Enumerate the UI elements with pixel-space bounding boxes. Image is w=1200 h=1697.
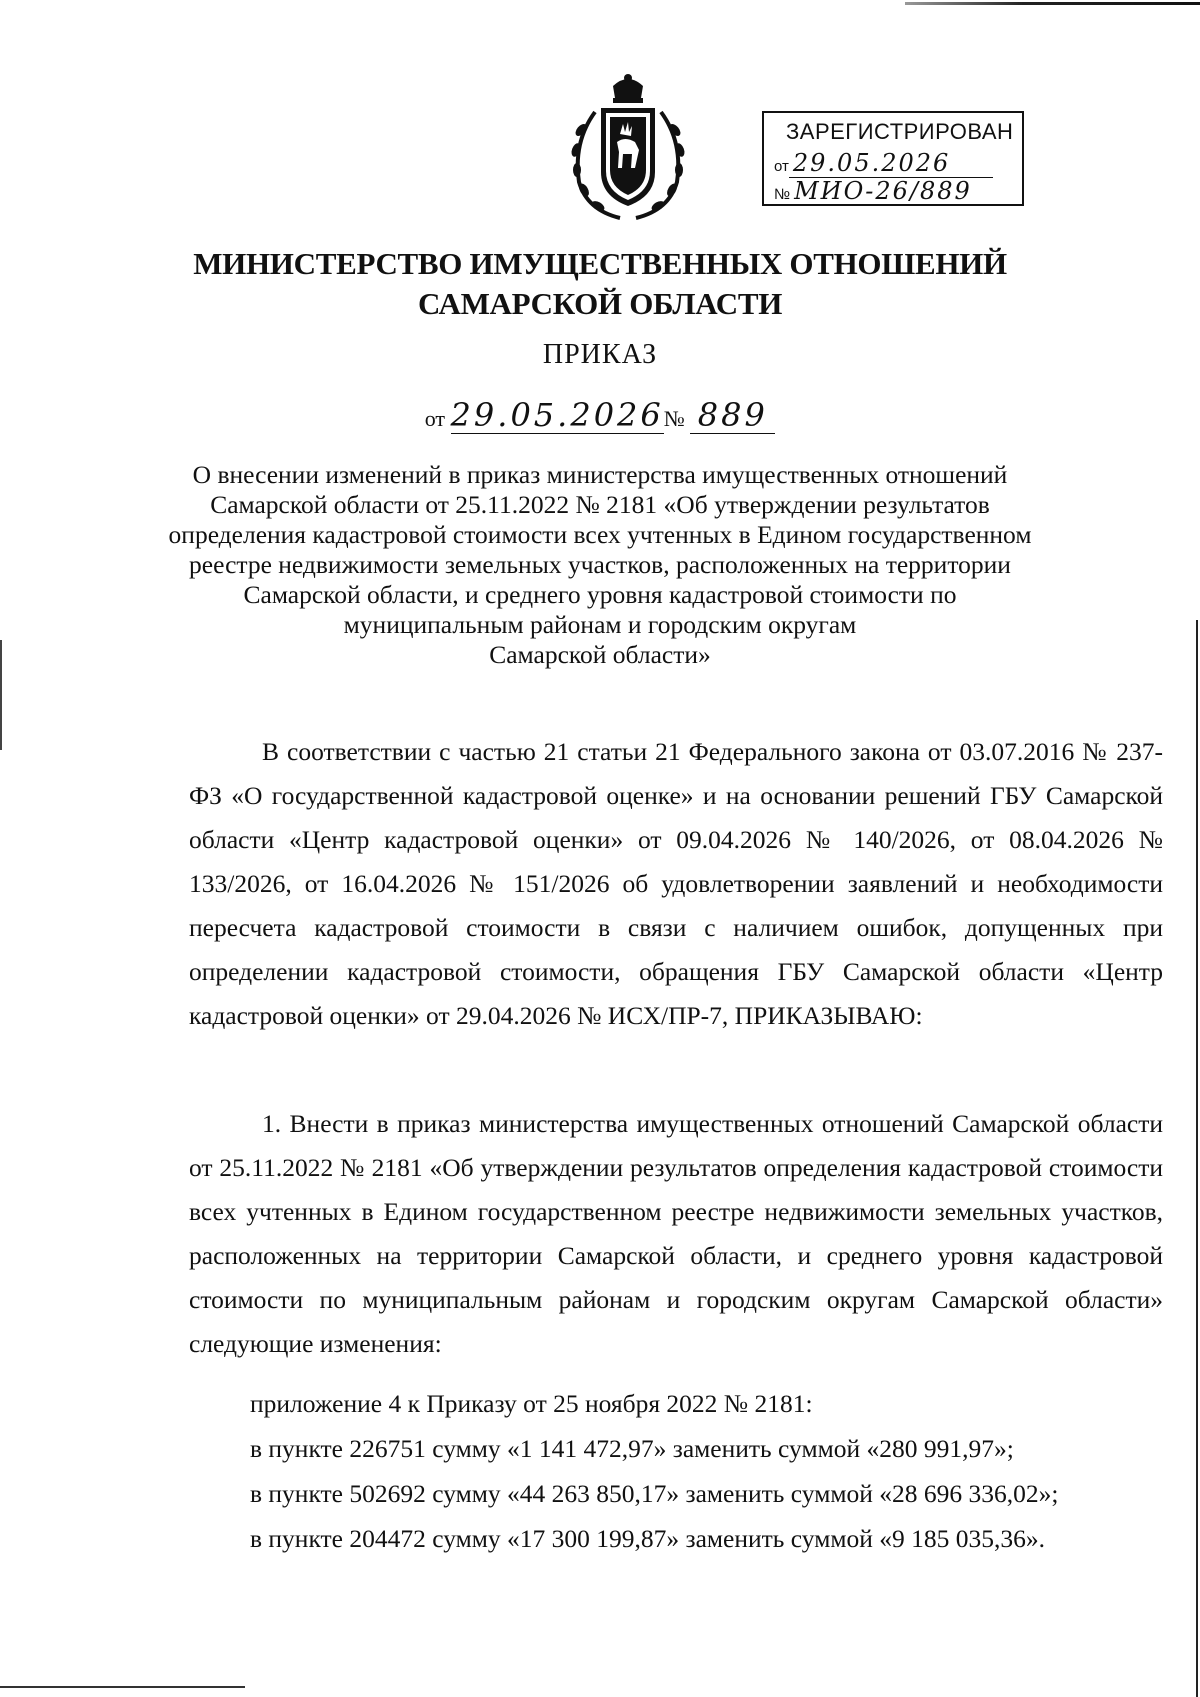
stamp-number-row: [774, 177, 994, 206]
order-number-handwritten: 889: [690, 397, 775, 434]
subject-line: Самарской области от 25.11.2022 № 2181 «Об утверждении результатов: [210, 490, 990, 519]
amendment-line: в пункте 502692 сумму «44 263 850,17» заменить суммой «28 696 336,02»;: [250, 1479, 1059, 1508]
subject-line: муниципальным районам и городским округам: [343, 610, 857, 639]
stamp-date-prefix: от: [774, 158, 789, 175]
amendment-line: в пункте 226751 сумму «1 141 472,97» заменить суммой «280 991,97»;: [250, 1434, 1014, 1463]
preamble-paragraph: В соответствии с частью 21 статьи 21 Федерального закона от 03.07.2016 № 237-ФЗ «О государственной кадастровой оценке» и на основании решений ГБУ Самарской области «Центр кадастровой оценки» от 09.04.2026 № 140/2026, от 08.04.2026 № 133/2026, от 16.04.2026 № 151/2026 об удовлетворении заявлений и необходимости пересчета кадастровой стоимости в связи с наличием ошибок, допущенных при определении кадастровой стоимости, обращения ГБУ Самарской области «Центр кадастровой оценки» от 29.04.2026 № ИСХ/ПР-7, ПРИКАЗЫВАЮ:: [189, 737, 1163, 1030]
ministry-name: [0, 244, 1200, 324]
order-date-handwritten: 29.05.2026: [450, 396, 664, 434]
ministry-name-line-2: САМАРСКОЙ ОБЛАСТИ: [417, 286, 783, 321]
order-number-prefix: №: [663, 406, 685, 431]
stamp-date-handwritten: 29.05.2026: [789, 149, 993, 178]
scan-artifact-top: [905, 2, 1200, 5]
stamp-date-row: [774, 149, 993, 178]
amendment-line: в пункте 204472 сумму «17 300 199,87» заменить суммой «9 185 035,36».: [250, 1524, 1045, 1553]
ministry-name-line-1: МИНИСТЕРСТВО ИМУЩЕСТВЕННЫХ ОТНОШЕНИЙ: [193, 246, 1007, 281]
scan-artifact-right: [1196, 620, 1198, 1697]
order-date-number-line: [0, 397, 1200, 434]
registration-stamp: [762, 111, 1024, 206]
order-date-prefix: от: [424, 406, 446, 431]
clause-1-paragraph: 1. Внести в приказ министерства имущественных отношений Самарской области от 25.11.2022 № 2181 «Об утверждении результатов определения кадастровой стоимости всех учтенных в Едином государственном реестре недвижимости земельных участков, расположенных на территории Самарской области, и среднего уровня кадастровой стоимости по муниципальным районам и городским округам Самарской области» следующие изменения:: [189, 1109, 1163, 1358]
amendment-line: приложение 4 к Приказу от 25 ноября 2022 № 2181:: [250, 1389, 813, 1418]
coat-of-arms-emblem: [565, 72, 691, 224]
subject-line: Самарской области»: [489, 640, 711, 669]
stamp-title: ЗАРЕГИСТРИРОВАН: [786, 119, 1014, 144]
subject-line: определения кадастровой стоимости всех учтенных в Едином государственном: [168, 520, 1032, 549]
subject-line: О внесении изменений в приказ министерства имущественных отношений: [192, 460, 1008, 489]
subject-line: реестре недвижимости земельных участков, расположенных на территории: [189, 550, 1011, 579]
stamp-number-prefix: №: [774, 186, 791, 203]
scan-artifact-bottom: [0, 1686, 245, 1688]
subject-line: Самарской области, и среднего уровня кадастровой стоимости по: [243, 580, 957, 609]
order-subject: [0, 460, 1200, 670]
document-type-title: ПРИКАЗ: [542, 339, 658, 370]
stamp-number-handwritten: МИО-26/889: [790, 177, 994, 206]
